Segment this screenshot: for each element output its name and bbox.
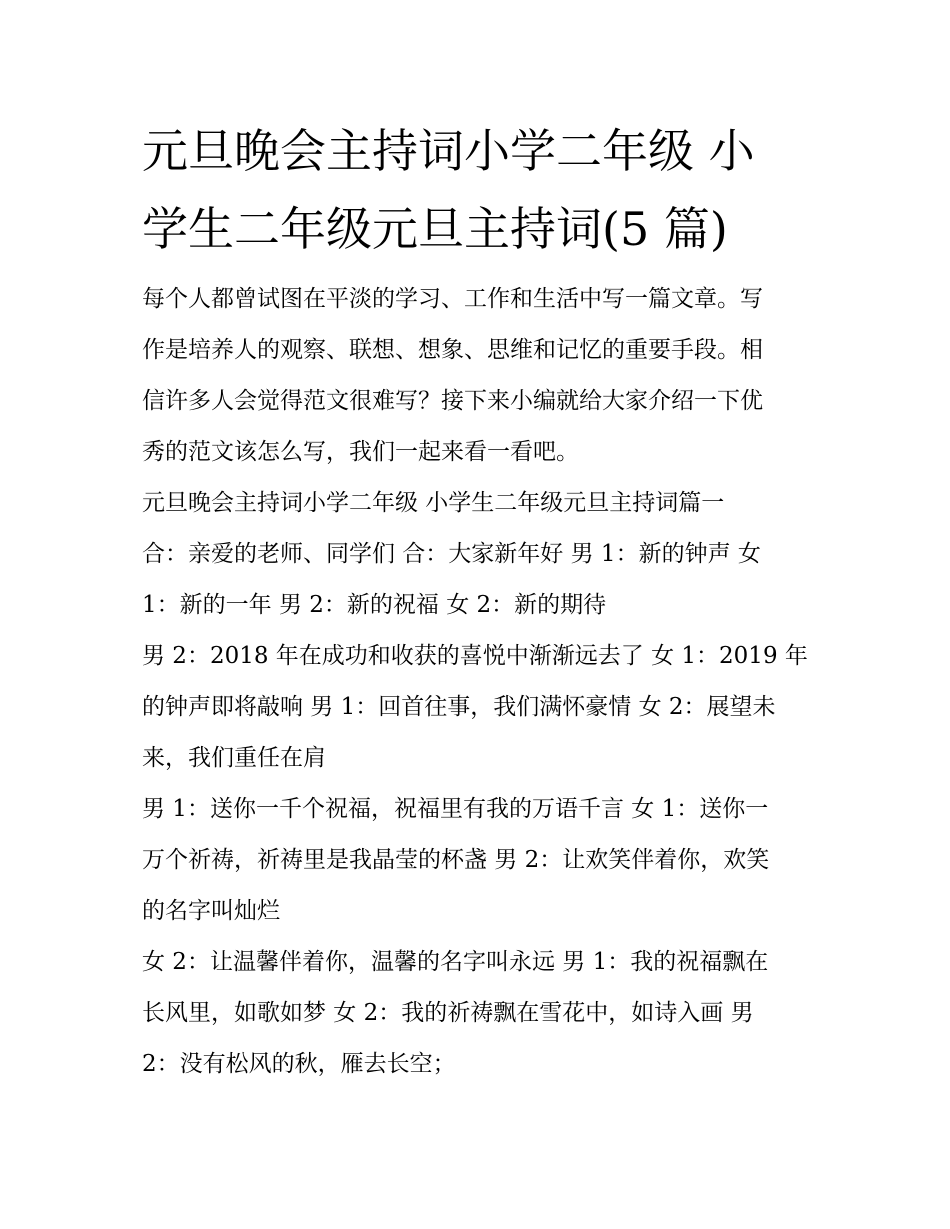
title-line: 学生二年级元旦主持词(5 篇) bbox=[142, 202, 728, 256]
text-line: 秀的范文该怎么写，我们一起来看一看吧。 bbox=[142, 439, 579, 465]
title-line: 元旦晚会主持词小学二年级 小 bbox=[142, 124, 755, 178]
text-line: 的名字叫灿烂 bbox=[142, 898, 280, 924]
text-line: 1：新的一年 男 2：新的祝福 女 2：新的期待 bbox=[142, 592, 607, 618]
text-line: 男 2：2018 年在成功和收获的喜悦中渐渐远去了 女 1：2019 年 bbox=[142, 643, 808, 669]
section-heading: 元旦晚会主持词小学二年级 小学生二年级元旦主持词篇一 bbox=[142, 490, 725, 516]
text-line: 信许多人会觉得范文很难写？接下来小编就给大家介绍一下优 bbox=[142, 388, 763, 414]
text-line: 男 1：送你一千个祝福，祝福里有我的万语千言 女 1：送你一 bbox=[142, 796, 769, 822]
document-body bbox=[142, 274, 822, 1090]
text-line: 的钟声即将敲响 男 1：回首往事，我们满怀豪情 女 2：展望未 bbox=[142, 694, 776, 720]
text-line: 万个祈祷，祈祷里是我晶莹的杯盏 男 2：让欢笑伴着你，欢笑 bbox=[142, 847, 770, 873]
text-line: 作是培养人的观察、联想、想象、思维和记忆的重要手段。相 bbox=[142, 337, 763, 363]
text-line: 每个人都曾试图在平淡的学习、工作和生活中写一篇文章。写 bbox=[142, 286, 763, 312]
text-line: 2：没有松风的秋，雁去长空； bbox=[142, 1051, 456, 1077]
document-page bbox=[142, 112, 822, 1090]
text-line: 合：亲爱的老师、同学们 合：大家新年好 男 1：新的钟声 女 bbox=[142, 541, 761, 567]
text-line: 长风里，如歌如梦 女 2：我的祈祷飘在雪花中，如诗入画 男 bbox=[142, 1000, 754, 1026]
text-line: 来，我们重任在肩 bbox=[142, 745, 326, 771]
document-title bbox=[142, 112, 822, 268]
text-line: 女 2：让温馨伴着你，温馨的名字叫永远 男 1：我的祝福飘在 bbox=[142, 949, 769, 975]
